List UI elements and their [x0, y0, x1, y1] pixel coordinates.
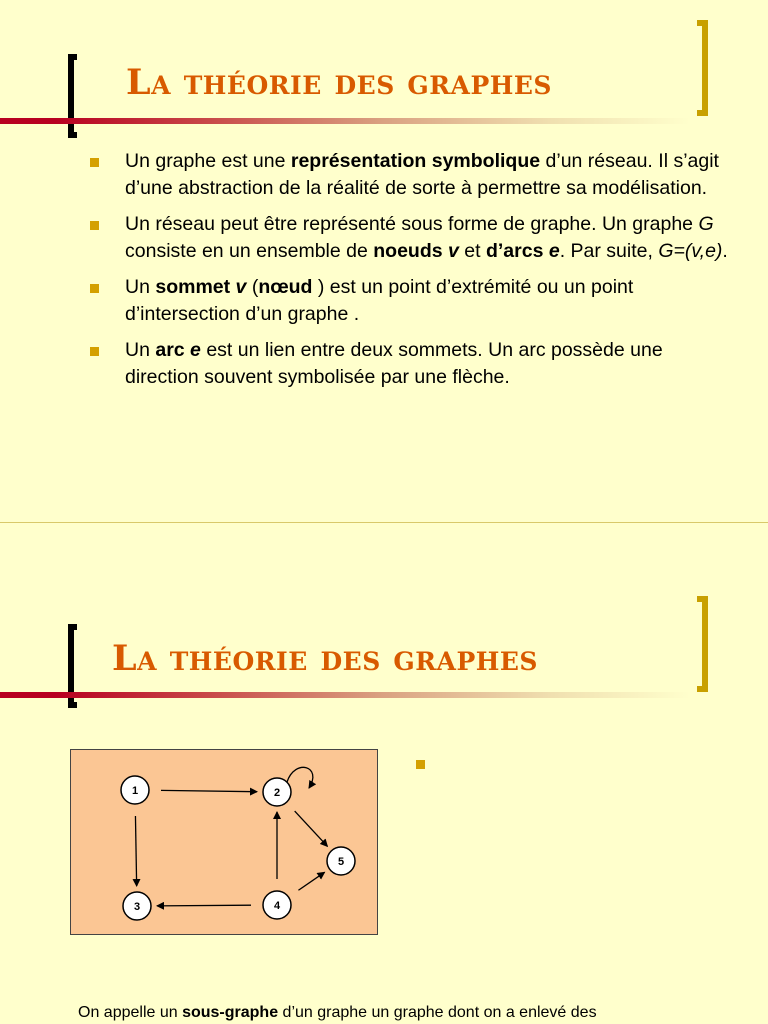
graph-svg — [71, 750, 377, 934]
bullet-item — [88, 274, 728, 328]
bullet-text-segment: nœud — [258, 276, 313, 298]
bullet-text-segment: e — [543, 240, 560, 262]
bullet-text-segment: Un graphe est une — [125, 150, 291, 172]
bullet-text-segment: Un — [125, 339, 156, 361]
slide-title: La théorie des graphes — [126, 62, 552, 103]
bullet-text-segment: sommet — [155, 276, 231, 298]
bullet-text-segment: . Par suite, — [559, 240, 659, 262]
bullet-text-segment: noeuds — [373, 240, 443, 262]
bullet-text-segment: Un — [125, 276, 156, 298]
bullet-text-segment: G — [698, 213, 714, 235]
bullet-text-segment: ( — [246, 276, 259, 298]
footer-text — [78, 1002, 758, 1024]
bullet-text-segment: v — [442, 240, 459, 262]
graph-edge — [135, 816, 136, 886]
bullet-text-segment: ) est un point d’extrémité ou un point d’intersection d’un graphe . — [125, 276, 634, 325]
graph-edge — [295, 811, 328, 846]
bullet-item — [88, 211, 728, 265]
bullet-item — [88, 337, 728, 391]
footer-bold: sous-graphe — [182, 1004, 279, 1021]
right-bracket — [697, 596, 708, 692]
bullet-text-segment: consiste en un ensemble de — [125, 240, 374, 262]
bullet-text-segment: v — [230, 276, 247, 298]
bullet-text-segment: G=(v,e) — [658, 240, 723, 262]
bullet-text-segment: d’un réseau. Il s’agit d’une abstraction de la réalité de sorte à permettre sa modélisation. — [125, 150, 719, 199]
bullet-text-segment: . — [722, 240, 728, 262]
graph-node-label: 5 — [337, 856, 345, 868]
bullet-text-segment: e — [184, 339, 201, 361]
bullet-text-segment: est un lien entre deux sommets. Un arc possède une direction souvent symbolisée par une flèche. — [125, 339, 663, 388]
graph-node-label: 4 — [273, 900, 281, 912]
slide-separator — [0, 522, 768, 523]
slide-title: La théorie des graphes — [112, 638, 538, 679]
graph-node-label: 2 — [273, 787, 281, 799]
bullet-text-segment: arc — [155, 339, 185, 361]
self-loop-edge — [287, 767, 313, 788]
bullet-item — [88, 148, 728, 202]
graph-node-label: 1 — [131, 785, 139, 797]
left-bracket — [68, 54, 77, 138]
title-rule — [0, 118, 690, 124]
bullet-text-segment: et — [458, 240, 486, 262]
empty-bullet — [416, 760, 425, 769]
right-bracket — [697, 20, 708, 116]
footer-after: d’un graphe un graphe dont on a enlevé des — [278, 1004, 597, 1021]
graph-diagram — [70, 749, 378, 935]
bullet-text-segment: Un réseau peut être représenté sous forme de graphe. Un graphe — [125, 213, 699, 235]
graph-edge — [298, 872, 324, 890]
graph-node-label: 3 — [133, 901, 141, 913]
graph-edge — [161, 790, 257, 791]
title-rule — [0, 692, 690, 698]
bullet-list — [88, 148, 728, 400]
bullet-text-segment: représentation symbolique — [290, 150, 541, 172]
footer-before: On appelle un — [78, 1004, 183, 1021]
graph-edge — [157, 905, 251, 906]
bullet-text-segment: d’arcs — [485, 240, 544, 262]
